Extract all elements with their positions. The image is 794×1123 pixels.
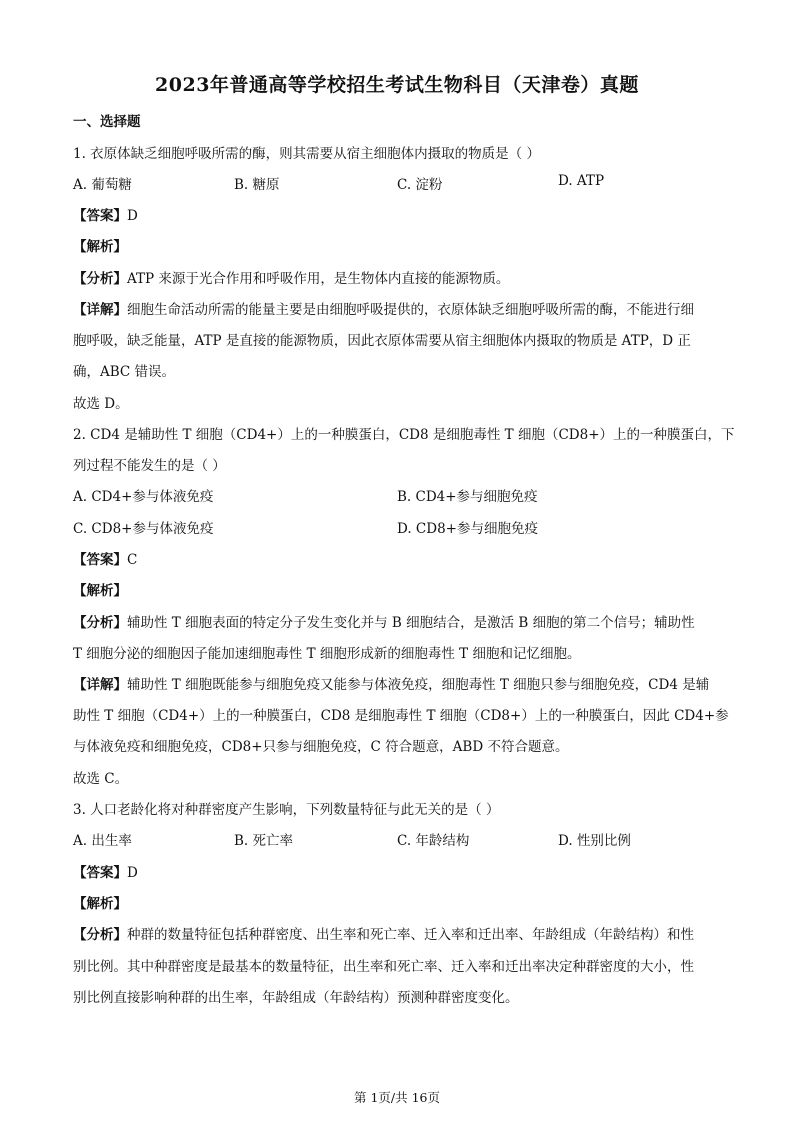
q3-fenxi-text-1: 种群的数量特征包括种群密度、出生率和死亡率、迁入率和迁出率、年龄组成（年龄结构）和性 <box>127 927 694 943</box>
q1-conclusion: 故选 D。 <box>73 396 129 412</box>
q1-xiangjie-text-1: 细胞生命活动所需的能量主要是由细胞呼吸提供的，衣原体缺乏细胞呼吸所需的酶，不能进行细 <box>127 302 694 318</box>
q1-xiangjie-line-3: 确，ABC 错误。 <box>73 364 176 380</box>
q1-stem: 1. 衣原体缺乏细胞呼吸所需的酶，则其需要从宿主细胞体内摄取的物质是（ ） <box>73 146 540 162</box>
q3-fenxi-line-3: 别比例直接影响种群的出生率，年龄组成（年龄结构）预测种群密度变化。 <box>73 990 519 1006</box>
q3-fenxi-line-2: 别比例。其中种群密度是最基本的数量特征，出生率和死亡率、迁入率和迁出率决定种群密度的大小，性 <box>73 959 694 975</box>
q2-answer-line <box>73 548 723 568</box>
q2-xiangjie-text-1: 辅助性 T 细胞既能参与细胞免疫又能参与体液免疫，细胞毒性 T 细胞只参与细胞免疫，CD4 是辅 <box>127 677 710 693</box>
section-heading: 一、选择题 <box>73 114 141 130</box>
page-number: 第 1页/共 16页 <box>353 1090 441 1105</box>
fenxi-tag: 【分析】 <box>73 927 127 943</box>
q1-option-c: C. 淀粉 <box>397 177 443 193</box>
xiangjie-tag: 【详解】 <box>73 677 127 693</box>
answer-tag: 【答案】 <box>73 865 127 881</box>
q1-option-a: A. 葡萄糖 <box>73 177 132 193</box>
q1-fenxi-line <box>73 267 723 287</box>
q3-stem: 3. 人口老龄化将对种群密度产生影响，下列数量特征与此无关的是（ ） <box>73 802 500 818</box>
q2-stem-line-1: 2. CD4 是辅助性 T 细胞（CD4+）上的一种膜蛋白，CD8 是细胞毒性 T 细胞（CD8+）上的一种膜蛋白，下 <box>73 427 735 443</box>
q1-xiangjie-line-1 <box>73 298 723 318</box>
q1-analysis-tag: 【解析】 <box>73 239 127 255</box>
page-title: 2023年普通高等学校招生考试生物科目（天津卷）真题 <box>155 74 639 96</box>
q3-fenxi-line-1 <box>73 923 723 943</box>
q1-option-d: D. ATP <box>558 173 605 189</box>
q3-answer-line <box>73 861 723 881</box>
q2-xiangjie-line-2: 助性 T 细胞（CD4+）上的一种膜蛋白，CD8 是细胞毒性 T 细胞（CD8+）上的一种膜蛋白，因此 CD4+参 <box>73 708 729 724</box>
q1-answer-line <box>73 204 723 224</box>
q2-fenxi-line-1 <box>73 611 723 631</box>
xiangjie-tag: 【详解】 <box>73 302 127 318</box>
q2-option-d: D. CD8+参与细胞免疫 <box>397 521 538 537</box>
q2-conclusion: 故选 C。 <box>73 771 129 787</box>
q2-option-a: A. CD4+参与体液免疫 <box>73 489 214 505</box>
q2-xiangjie-line-1 <box>73 673 723 693</box>
answer-tag: 【答案】 <box>73 552 127 568</box>
q1-xiangjie-line-2: 胞呼吸，缺乏能量，ATP 是直接的能源物质，因此衣原体需要从宿主细胞体内摄取的物质是 ATP，D 正 <box>73 333 691 349</box>
q2-answer: C <box>127 552 138 568</box>
q2-option-b: B. CD4+参与细胞免疫 <box>397 489 538 505</box>
q1-fenxi-text: ATP 来源于光合作用和呼吸作用，是生物体内直接的能源物质。 <box>127 271 510 287</box>
q1-answer: D <box>127 208 138 224</box>
q3-option-c: C. 年龄结构 <box>397 833 470 849</box>
q2-stem-line-2: 列过程不能发生的是（ ） <box>73 458 226 474</box>
q2-xiangjie-line-3: 与体液免疫和细胞免疫，CD8+只参与细胞免疫，C 符合题意，ABD 不符合题意。 <box>73 739 569 755</box>
q3-analysis-tag: 【解析】 <box>73 896 127 912</box>
fenxi-tag: 【分析】 <box>73 271 127 287</box>
q2-fenxi-line-2: T 细胞分泌的细胞因子能加速细胞毒性 T 细胞形成新的细胞毒性 T 细胞和记忆细胞。 <box>73 646 581 662</box>
q3-option-d: D. 性别比例 <box>558 833 631 849</box>
q2-fenxi-text-1: 辅助性 T 细胞表面的特定分子发生变化并与 B 细胞结合，是激活 B 细胞的第二个信号；辅助性 <box>127 615 695 631</box>
answer-tag: 【答案】 <box>73 208 127 224</box>
fenxi-tag: 【分析】 <box>73 615 127 631</box>
q3-option-a: A. 出生率 <box>73 833 132 849</box>
q2-option-c: C. CD8+参与体液免疫 <box>73 521 214 537</box>
q1-option-b: B. 糖原 <box>234 177 280 193</box>
q3-option-b: B. 死亡率 <box>234 833 294 849</box>
q3-answer: D <box>127 865 138 881</box>
q2-analysis-tag: 【解析】 <box>73 583 127 599</box>
